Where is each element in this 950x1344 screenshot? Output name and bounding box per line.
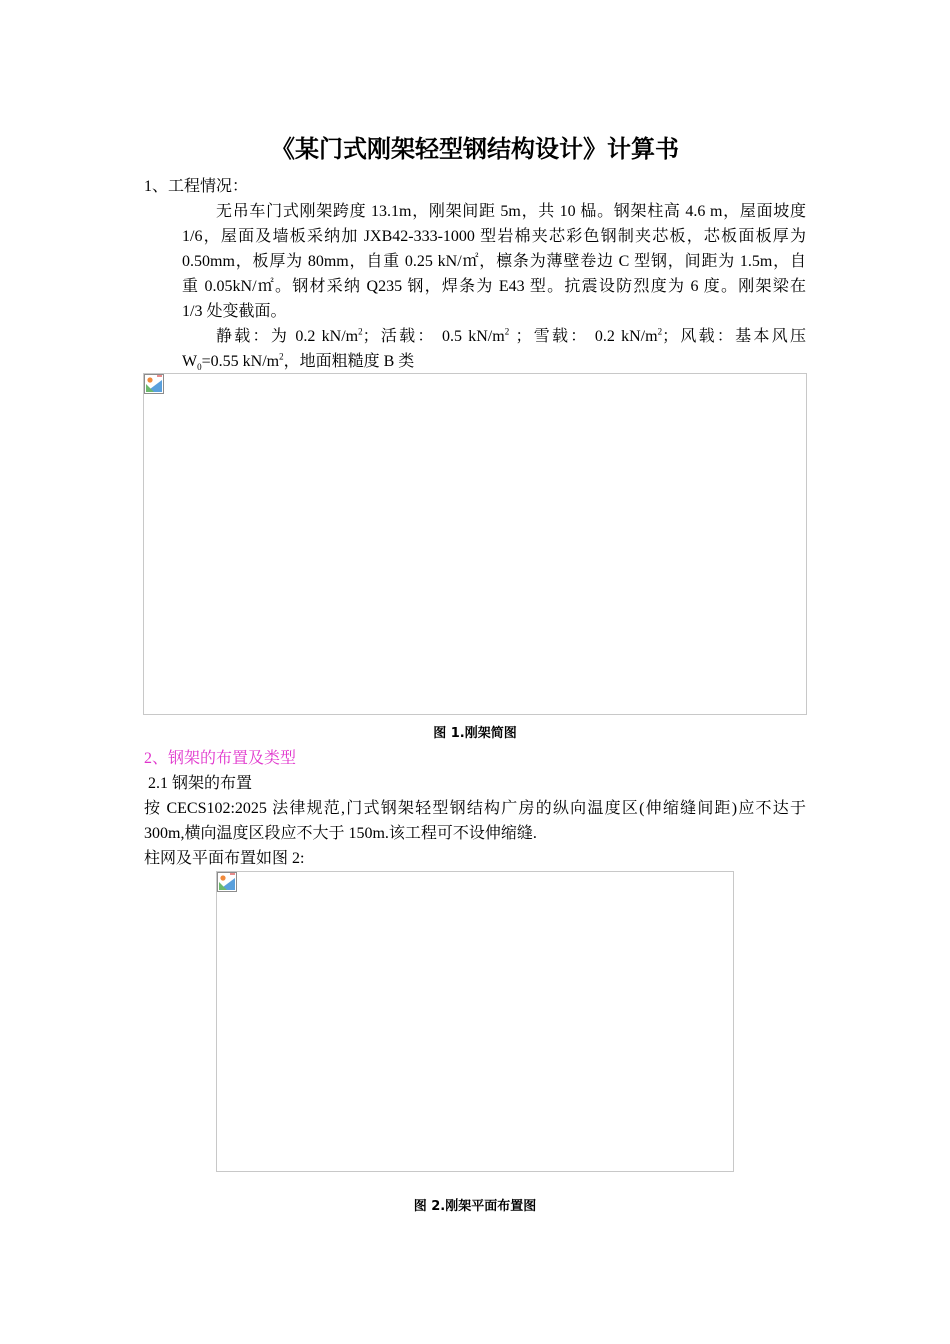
section1-para1-line2: 1/6，屋面及墙板采纳加 JXB42-333-1000 型岩棉夹芯彩色钢制夹芯板，芯板面板厚为 (182, 228, 806, 245)
section1-loads-line1 (182, 324, 806, 349)
snow-load-value: 0.2 kN/m (594, 328, 658, 345)
section2-para-line2: 300m,横向温度区段应不大于 150m.该工程可不设伸缩缝. (144, 825, 537, 842)
figure2-caption: 图 2.刚架平面布置图 (413, 1199, 537, 1214)
section2-para-line1: 按 CECS102:2025 法律规范,门式钢架轻型钢结构广房的纵向温度区(伸缩缝间距)应不达于 (144, 800, 806, 817)
section2-1-heading: 2.1 钢架的布置 (144, 775, 253, 792)
wind-load-label: ；风载：基本风压 (662, 328, 806, 345)
section1-para1-line4: 重 0.05kN/㎡。钢材采纳 Q235 钢，焊条为 E43 型。抗震设防烈度为 6 度。刚架梁在 (182, 278, 806, 295)
exp: 2 (358, 326, 363, 337)
document-title: 《某门式刚架轻型钢结构设计》计算书 (271, 135, 679, 163)
section2-para-line3: 柱网及平面布置如图 2: (144, 850, 305, 867)
broken-image-icon (217, 872, 237, 892)
exp: 2 (657, 326, 663, 337)
dead-load-value: 0.2 kN/m (295, 328, 359, 345)
terrain-roughness: ，地面粗糙度 B 类 (283, 353, 415, 370)
section1-loads-line2 (182, 349, 414, 374)
live-load-label: ；活载： (362, 328, 436, 345)
wind-subscript: 0 (197, 362, 202, 373)
section1-para1-line5: 1/3 处变截面。 (182, 303, 287, 320)
wind-load-value: =0.55 kN/m (201, 353, 280, 370)
section1-para1-line3: 0.50mm，板厚为 80mm，自重 0.25 kN/㎡，檩条为薄壁卷边 C 型钢，间距为 1.5m，自 (182, 253, 806, 270)
section1-para1-line1: 无吊车门式刚架跨度 13.1m，刚架间距 5m，共 10 榀。钢架柱高 4.6 m，屋面坡度 (216, 203, 806, 220)
section2-heading: 2、钢架的布置及类型 (144, 750, 297, 767)
exp: 2 (279, 351, 284, 362)
section1-heading: 1、工程情况： (144, 178, 249, 195)
live-load-value: 0.5 kN/m (441, 328, 505, 345)
figure1-caption: 图 1.刚架简图 (433, 726, 517, 741)
exp: 2 (504, 326, 510, 337)
figure1-image (143, 373, 807, 715)
snow-load-label: ；雪载： (515, 328, 589, 345)
dead-load-label: 静载：为 (216, 328, 290, 345)
figure2-image (216, 871, 734, 1172)
wind-symbol: W (182, 353, 198, 370)
broken-image-icon (144, 374, 164, 394)
